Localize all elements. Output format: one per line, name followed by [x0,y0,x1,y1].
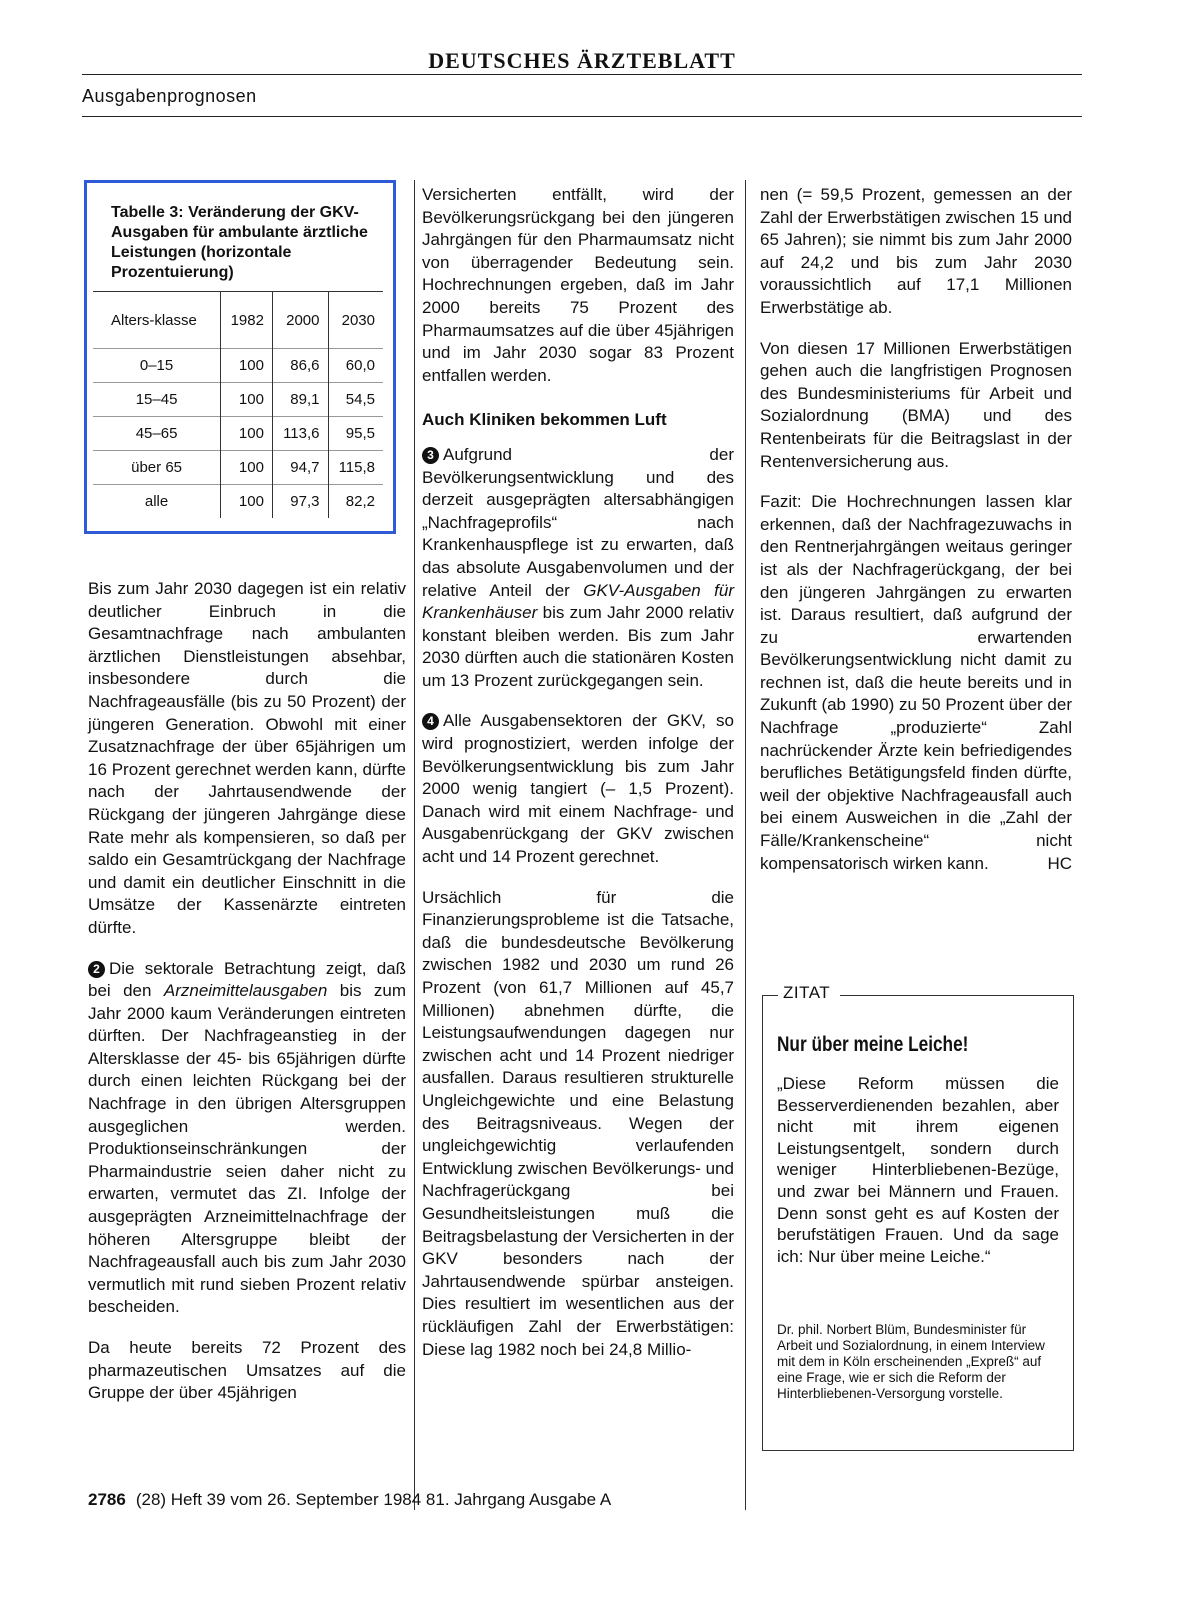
table-cell: 15–45 [93,383,221,417]
column-divider [414,180,415,1510]
paragraph-text: Fazit: Die Hochrechnungen lassen klar erkennen, daß der Nachfragezuwachs in den Rentnerjahrgängen weitaus geringer ist als der Nachfragerückgang, der bei den jüngeren Jahrgängen zu erwarten ist. Daraus resultiert, daß aufgrund der zu erwartenden Bevölkerungsentwicklung nicht damit zu rechnen ist, daß die heute bereits und in Zukunft (ab 1990) zu 50 Prozent über der Nachfrage „produzierte“ Zahl nachrückender Ärzte kein befriedigendes berufliches Betätigungsfeld finden dürfte, weil der objektive Nachfrageausfall auch bei einem Ausweichen in die „Zahl der Fälle/Krankenscheine“ nicht kompensatorisch wirken kann. [760,492,1072,873]
table-cell: 82,2 [328,485,383,519]
table-cell: 100 [221,485,273,519]
table-header-cell: 1982 [221,292,273,349]
table-cell: 100 [221,417,273,451]
masthead-rule [82,74,1082,75]
quote-label: ZITAT [783,983,831,1002]
paragraph: Versicherten entfällt, wird der Bevölkerungsrückgang bei den jüngeren Jahrgängen für den Pharmaumsatz nicht von überragender Bedeutung sein. Hochrechnungen ergeben, daß im Jahr 2000 bereits 75 Prozent des Pharmaumsatzes auf die über 45jährigen und im Jahr 2030 sogar 83 Prozent entfallen werden. [422,185,734,385]
table-cell: 45–65 [93,417,221,451]
table-cell: 100 [221,451,273,485]
paragraph: nen (= 59,5 Prozent, gemessen an der Zahl der Erwerbstätigen zwischen 15 und 65 Jahren); sie nimmt bis zum Jahr 2000 auf 24,2 und bis zum Jahr 2030 voraussichtlich auf 17,1 Millionen Erwerbstätige ab. [760,185,1072,317]
paragraph-text: bis zum Jahr 2000 relativ konstant bleiben werden. Bis zum Jahr 2030 dürften auch die stationären Kosten um 13 Prozent zurückgegangen sein. [422,603,734,690]
number-badge: 2 [88,961,105,978]
section-label: Ausgabenprognosen [82,86,257,106]
issue-info: (28) Heft 39 vom 26. September 1984 81. Jahrgang Ausgabe A [135,1490,612,1509]
table-box [84,180,396,534]
table-cell: 54,5 [328,383,383,417]
table-cell: 60,0 [328,349,383,383]
page-footer [88,1490,611,1510]
emphasis-text: Arzneimittelausgaben [163,981,328,1001]
table-cell: alle [93,485,221,519]
number-badge: 3 [422,447,439,464]
table-row [93,417,383,451]
quote-box [762,983,1074,1451]
number-badge: 4 [422,713,439,730]
table-cell: 89,1 [272,383,328,417]
column-1 [88,578,406,1423]
table-header-cell: 2030 [328,292,383,349]
table-cell: 97,3 [272,485,328,519]
table-cell: 94,7 [272,451,328,485]
paragraph [760,491,1072,875]
table-header-cell: 2000 [272,292,328,349]
paragraph: Bis zum Jahr 2030 dagegen ist ein relativ deutlicher Einbruch in die Gesamtnachfrage nach ambulanten ärztlichen Dienstleistungen absehbar, insbesondere durch die Nachfrageausfälle (bis zu 50 Prozent) der jüngeren Generation. Obwohl mit einer Zusatznachfrage der über 65jährigen um 16 Prozent gerechnet werden kann, dürfte nach der Jahrtausendwende der Rückgang der jüngeren Jahrgänge diese Rate mehr als kompensieren, so daß per saldo ein Gesamtrückgang der Nachfrage und damit ein deutlicher Einschnitt in die Umsätze der Kassenärzte eintreten dürfte. [88,579,406,937]
masthead: DEUTSCHES ÄRZTEBLATT [428,48,736,73]
quote-headline: Nur über meine Leiche! [777,1033,969,1056]
quote-source: Dr. phil. Norbert Blüm, Bundesminister für Arbeit und Sozialordnung, in einem Interview mit dem in Köln erscheinenden „Expreß“ auf eine Frage, wie er sich die Reform der Hinterbliebenen-Versorgung vorstelle. [777,1322,1045,1401]
paragraph-text: bis zum Jahr 2000 kaum Veränderungen eintreten dürften. Der Nachfrageanstieg in der Altersklasse der 45- bis 65jährigen dürfte durch einen leichten Rückgang bei der Nachfrage in den übrigen Altersgruppen ausgeglichen werden. Produktionseinschränkungen der Pharmaindustrie seien daher nicht zu erwarten, vermutet das ZI. Infolge der ausgeprägten Arzneimittelnachfrage der höheren Altersgruppe bleibt der Nachfrageausfall auch bis zum Jahr 2030 vermutlich mit rund sieben Prozent relativ bescheiden. [88,981,406,1317]
table-cell: 100 [221,383,273,417]
quote-border [840,995,1074,996]
table-row [93,451,383,485]
table-row [93,383,383,417]
table-cell: 113,6 [272,417,328,451]
column-3 [760,184,1072,893]
paragraph: Ursächlich für die Finanzierungsprobleme ist die Tatsache, daß die bundesdeutsche Bevölkerung zwischen 1982 und 2030 um rund 26 Prozent (von 61,7 Millionen auf 45,7 Millionen) abnehmen dürfte, die Leistungsaufwendungen dagegen nur zwischen acht und 14 Prozent niedriger ausfallen. Daraus resultieren strukturelle Ungleichgewichte und eine Belastung des Beitragsniveaus. Wegen der ungleichgewichtig verlaufenden Entwicklung zwischen Bevölkerungs- und Nachfragerückgang bei Gesundheitsleistungen muß die Beitragsbelastung der Versicherten in der GKV besonders nach der Jahrtausendwende spürbar ansteigen. Dies resultiert im wesentlichen aus der rückläufigen Zahl der Erwerbstätigen: Diese lag 1982 noch bei 24,8 Millio- [422,887,734,1359]
emphasis-text: GKV-Ausgaben für Krankenhäuser [422,580,734,623]
paragraph [88,958,406,1320]
column-2 [422,184,734,1379]
paragraph [422,710,734,868]
table-title: Tabelle 3: Veränderung der GKV-Ausgaben für ambulante ärztliche Leistungen (horizontale Prozentuierung) [111,204,368,281]
paragraph-text: Alle Ausgabensektoren der GKV, so wird prognostiziert, werden infolge der Bevölkerungsentwicklung bis zum Jahr 2000 wenig tangiert (– 1,5 Prozent). Danach wird mit einem Nachfrage- und Ausgabenrückgang der GKV zwischen acht und 14 Prozent gerechnet. [422,711,734,867]
table-row [93,485,383,519]
table-header-cell: Alters-klasse [93,292,221,349]
subheading: Auch Kliniken bekommen Luft [422,410,667,430]
table-cell: 100 [221,349,273,383]
table-cell: 0–15 [93,349,221,383]
paragraph-text: Die sektorale Betrachtung zeigt, daß bei den [88,958,406,1001]
paragraph-text: Aufgrund der Bevölkerungsentwicklung und des derzeit ausgeprägten altersabhängigen „Nachfrageprofils“ nach Krankenhauspflege ist zu erwarten, daß das absolute Ausgabenvolumen und der relative Anteil der [422,444,734,600]
author-initials: HC [1047,853,1072,873]
table-cell: 95,5 [328,417,383,451]
table-row [93,349,383,383]
table-cell: 86,6 [272,349,328,383]
column-divider [745,180,746,1510]
paragraph: Von diesen 17 Millionen Erwerbstätigen gehen auch die langfristigen Prognosen des Bundesministeriums für Arbeit und Sozialordnung (BMA) und des Rentenbeirats für die Beitragslast in der Rentenversicherung aus. [760,338,1072,471]
data-table [93,291,383,518]
section-rule [82,116,1082,117]
table-cell: über 65 [93,451,221,485]
quote-text: „Diese Reform müssen die Besserverdienenden bezahlen, aber nicht mit ihrem eigenen Leistungsentgelt, sondern durch weniger Hinterbliebenen-Bezüge, und zwar bei Männern und Frauen. Denn sonst geht es auf Kosten der berufstätigen Frauen. Und da sage ich: Nur über meine Leiche.“ [777,1074,1059,1266]
table-cell: 115,8 [328,451,383,485]
table-header-row [93,292,383,349]
paragraph [422,444,734,693]
quote-border [762,995,778,996]
page-number: 2786 [88,1490,126,1509]
paragraph: Da heute bereits 72 Prozent des pharmazeutischen Umsatzes auf die Gruppe der über 45jährigen [88,1338,406,1403]
